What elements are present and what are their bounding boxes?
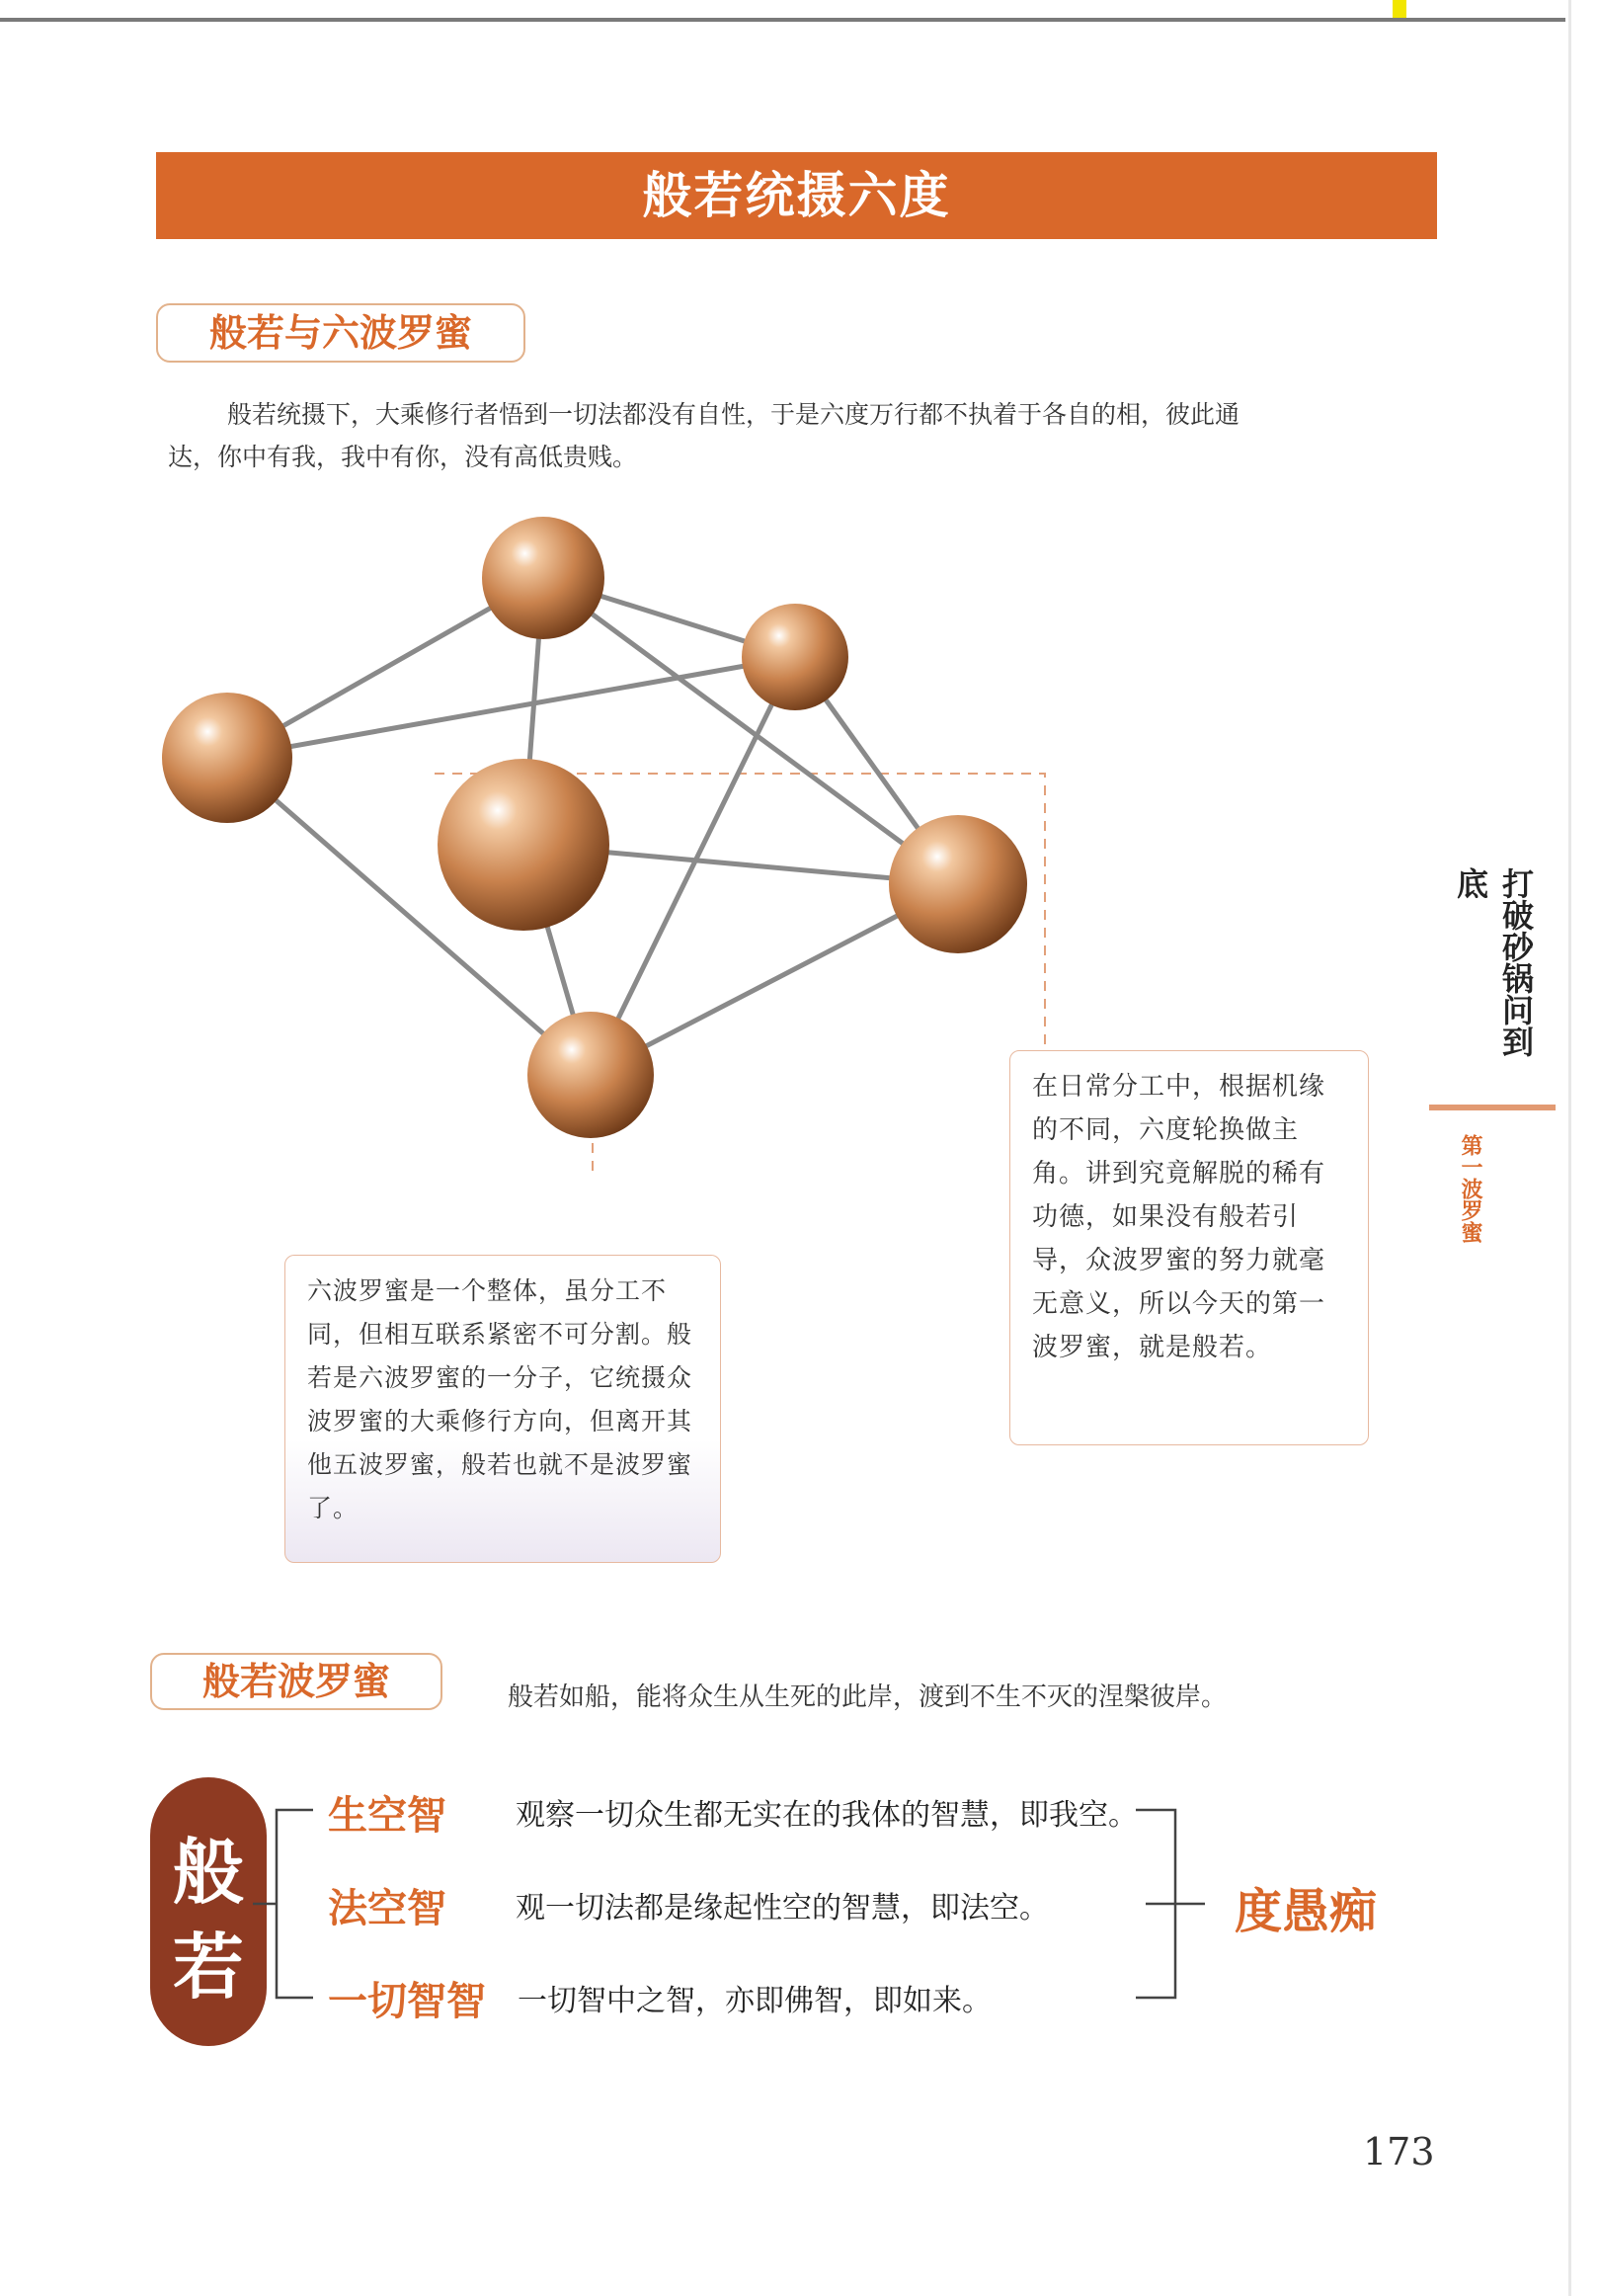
- result-du-yuchi: 度愚痴: [1235, 1884, 1378, 1939]
- oval-char: 般: [172, 1830, 244, 1914]
- top-rule: [0, 18, 1565, 22]
- side-tab-chapter: 第一波罗蜜: [1458, 1134, 1483, 1243]
- section-tag-prajna-and-six: 般若与六波罗蜜: [156, 303, 525, 363]
- branch-label-shengkong: 生空智: [328, 1793, 446, 1839]
- page-title: 般若统摄六度: [642, 166, 951, 224]
- title-banner: [156, 152, 1437, 239]
- intro-line-1: 般若统摄下，大乘修行者悟到一切法都没有自性，于是六度万行都不执着于各自的相，彼此通: [227, 400, 1240, 429]
- side-tab-divider: [1429, 1105, 1556, 1110]
- branch-desc-yiqiezhizhi: 一切智中之智，亦即佛智，即如来。: [518, 1984, 992, 2018]
- sphere: [889, 815, 1027, 953]
- sphere: [527, 1012, 654, 1138]
- page-edge: [1568, 0, 1571, 2296]
- side-tab-title: 打破砂锅问到底: [1452, 867, 1535, 1057]
- oval-char: 若: [172, 1925, 244, 2009]
- branch-label-fakong: 法空智: [328, 1886, 446, 1931]
- branch-desc-shengkong: 观察一切众生都无实在的我体的智慧，即我空。: [516, 1798, 1138, 1833]
- branch-desc-fakong: 观一切法都是缘起性空的智慧，即法空。: [516, 1891, 1049, 1926]
- left-bracket: [277, 1810, 313, 1998]
- page-number: 173: [1363, 2130, 1435, 2173]
- section-tag-prajna-paramita: 般若波罗蜜: [150, 1653, 442, 1710]
- sphere: [482, 517, 604, 639]
- sphere: [438, 759, 609, 931]
- six-paramita-sphere-diagram: [148, 499, 1067, 1171]
- sphere: [742, 604, 848, 710]
- top-marker: [1393, 0, 1406, 18]
- branch-label-yiqiezhizhi: 一切智智: [328, 1979, 486, 2024]
- callout-right: 在日常分工中，根据机缘的不同，六度轮换做主角。讲到究竟解脱的稀有功德，如果没有般若引导，众波罗蜜的努力就毫无意义，所以今天的第一波罗蜜，就是般若。: [1009, 1050, 1369, 1445]
- sphere: [162, 693, 292, 823]
- intro-line-2: 达，你中有我，我中有你，没有高低贵贱。: [168, 443, 638, 471]
- section2-intro: 般若如船，能将众生从生死的此岸，渡到不生不灭的涅槃彼岸。: [508, 1682, 1228, 1712]
- callout-left: 六波罗蜜是一个整体，虽分工不同，但相互联系紧密不可分割。般若是六波罗蜜的一分子，它统摄众波罗蜜的大乘修行方向，但离开其他五波罗蜜，般若也就不是波罗蜜了。: [284, 1255, 721, 1563]
